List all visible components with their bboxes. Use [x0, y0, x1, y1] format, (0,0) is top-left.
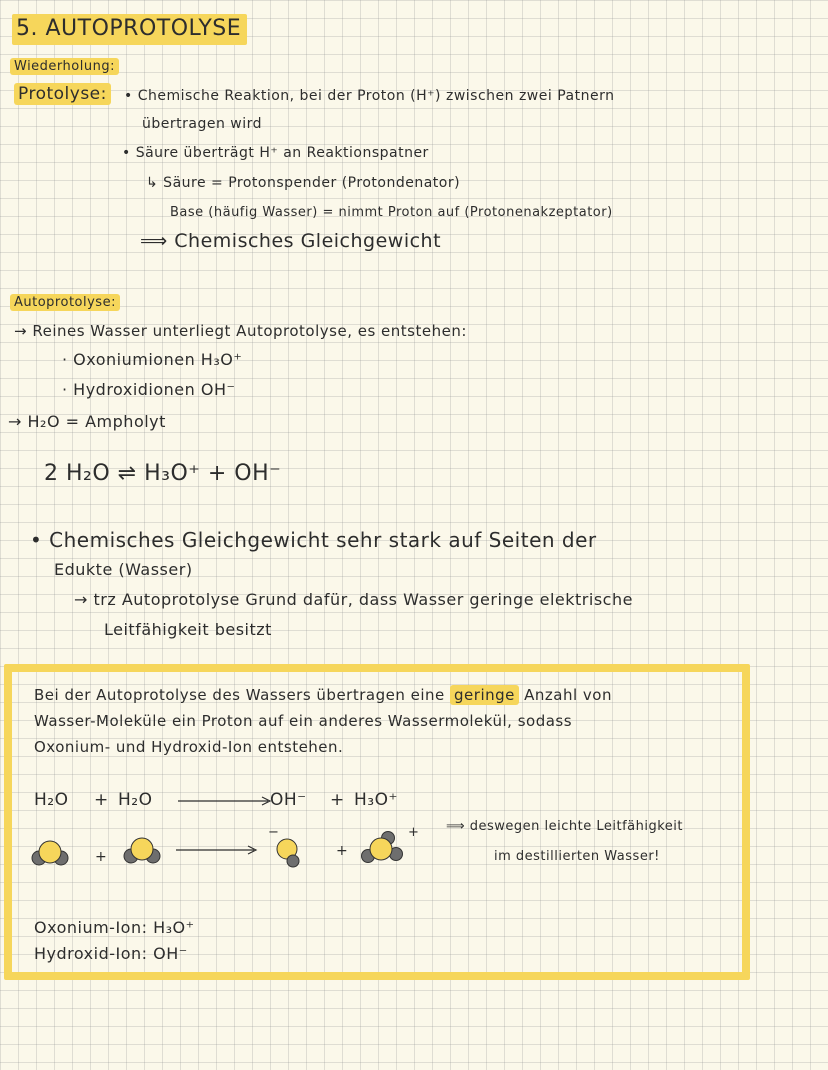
protolyse-definition-line1: • Chemische Reaktion, bei der Proton (H⁺) zwischen zwei Patnern — [124, 88, 615, 104]
reaction-arrow-formula — [178, 795, 278, 807]
water-molecule-icon — [122, 834, 162, 866]
protolyse-definition-line2: übertragen wird — [142, 116, 263, 132]
hydroxidionen-item: · Hydroxidionen OH⁻ — [62, 380, 236, 399]
autoprotolyse-line1: → Reines Wasser unterliegt Autoprotolyse, es entstehen: — [14, 322, 467, 340]
base-definition: Base (häufig Wasser) = nimmt Proton auf (Protonenakzeptator) — [170, 205, 613, 220]
autoprotolyse-label: Autoprotolyse: — [10, 296, 120, 309]
geringe-highlight: geringe — [450, 685, 519, 705]
leitfaehigkeit-line2: Leitfähigkeit besitzt — [104, 620, 272, 639]
reaction-h2o-2: H₂O — [118, 790, 153, 810]
reaction-h3o-plus: H₃O⁺ — [354, 790, 398, 810]
oxonium-charge: + — [408, 825, 420, 840]
box-line2: Wasser-Moleküle ein Proton auf ein anderes Wassermolekül, sodass — [34, 712, 573, 730]
autoprotolyse-equation: 2 H₂O ⇌ H₃O⁺ + OH⁻ — [44, 461, 282, 486]
reaction-arrow-molecules — [176, 844, 266, 856]
wiederholung-label: Wiederholung: — [10, 60, 119, 73]
leitfaehigkeit-note-line2: im destillierten Wasser! — [494, 849, 660, 864]
oxonium-molecule-icon — [356, 830, 404, 866]
gleichgewicht-bullet-line2: Edukte (Wasser) — [54, 560, 193, 579]
gleichgewicht-conclusion: ⟹ Chemisches Gleichgewicht — [140, 230, 442, 252]
saeure-line: • Säure überträgt H⁺ an Reaktionspatner — [122, 145, 429, 161]
oxoniumionen-item: · Oxoniumionen H₃O⁺ — [62, 350, 243, 369]
leitfaehigkeit-line1: → trz Autoprotolyse Grund dafür, dass Wasser geringe elektrische — [74, 590, 633, 609]
protolyse-term: Protolyse: — [14, 86, 111, 103]
ampholyt-line: → H₂O = Ampholyt — [8, 412, 166, 431]
oxonium-ion-definition: Oxonium-Ion: H₃O⁺ — [34, 918, 195, 937]
reaction-h2o-1: H₂O — [34, 790, 69, 810]
reaction-plus-2: + — [330, 790, 345, 810]
hydroxide-molecule-icon — [274, 836, 304, 870]
gleichgewicht-bullet-line1: • Chemisches Gleichgewicht sehr stark auf Seiten der — [30, 528, 597, 552]
reaction-oh-minus: OH⁻ — [270, 790, 307, 810]
box-line1: Bei der Autoprotolyse des Wassers übertragen eine geringe Anzahl von — [34, 686, 612, 704]
box-line3: Oxonium- und Hydroxid-Ion entstehen. — [34, 738, 344, 756]
reaction-plus-1: + — [94, 790, 109, 810]
leitfaehigkeit-note-line1: ⟹ deswegen leichte Leitfähigkeit — [446, 819, 684, 834]
hydroxide-charge: − — [268, 825, 280, 840]
water-molecule-icon — [30, 838, 70, 870]
hydroxid-ion-definition: Hydroxid-Ion: OH⁻ — [34, 944, 188, 963]
page-title: 5. AUTOPROTOLYSE — [12, 18, 247, 40]
saeure-definition: ↳ Säure = Protonspender (Protondenator) — [146, 175, 461, 191]
molecule-plus-2: + — [336, 843, 349, 859]
molecule-plus-1: + — [95, 849, 108, 865]
